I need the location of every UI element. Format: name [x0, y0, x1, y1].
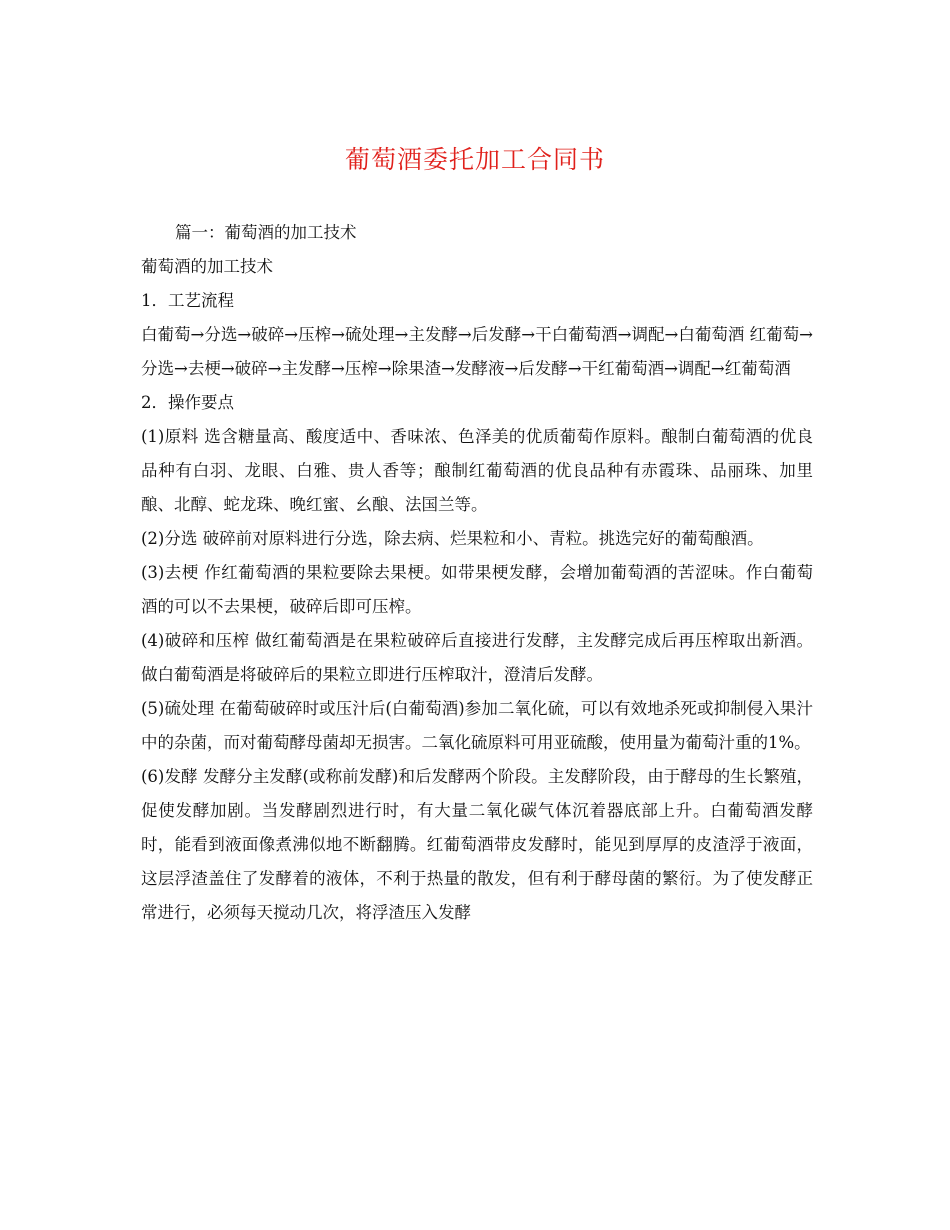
paragraph-destemming: (3)去梗 作红葡萄酒的果粒要除去果梗。如带果梗发酵，会增加葡萄酒的苦涩味。作白葡萄酒的可以不去果梗，破碎后即可压榨。 — [141, 563, 813, 616]
process-flow-paragraph: 白葡萄→分选→破碎→压榨→硫处理→主发酵→后发酵→干白葡萄酒→调配→白葡萄酒 红葡萄→分选→去梗→破碎→主发酵→压榨→除果渣→发酵液→后发酵→干红葡萄酒→调配→红葡萄酒 — [141, 325, 813, 378]
document-title: 葡萄酒委托加工合同书 — [344, 145, 605, 174]
paragraph-sulfur-treatment: (5)硫处理 在葡萄破碎时或压汁后(白葡萄酒)参加二氧化硫，可以有效地杀死或抑制侵入果汁中的杂菌，而对葡萄酵母菌却无损害。二氧化硫原料可用亚硫酸，使用量为葡萄汁重的1%。 — [141, 699, 813, 752]
paragraph-crushing-pressing: (4)破碎和压榨 做红葡萄酒是在果粒破碎后直接进行发酵，主发酵完成后再压榨取出新酒。做白葡萄酒是将破碎后的果粒立即进行压榨取汁，澄清后发酵。 — [141, 631, 813, 684]
step-heading-key-points: 2．操作要点 — [141, 393, 234, 412]
step-heading-process: 1．工艺流程 — [141, 291, 234, 310]
paragraph-fermentation: (6)发酵 发酵分主发酵(或称前发酵)和后发酵两个阶段。主发酵阶段，由于酵母的生长繁殖，促使发酵加剧。当发酵剧烈进行时，有大量二氧化碳气体沉着器底部上升。白葡萄酒发酵时，能看到液面像煮沸似地不断翻腾。红葡萄酒带皮发酵时，能见到厚厚的皮渣浮于液面，这层浮渣盖住了发酵着的液体，不利于热量的散发，但有利于酵母菌的繁衍。为了使发酵正常进行，必须每天搅动几次，将浮渣压入发酵 — [141, 767, 813, 922]
paragraph-sorting: (2)分选 破碎前对原料进行分选，除去病、烂果粒和小、青粒。挑选完好的葡萄酿酒。 — [141, 529, 764, 548]
document-body — [141, 216, 813, 930]
paragraph-raw-material: (1)原料 选含糖量高、酸度适中、香味浓、色泽美的优质葡萄作原料。酿制白葡萄酒的优良品种有白羽、龙眼、白雅、贵人香等；酿制红葡萄酒的优良品种有赤霞珠、品丽珠、加里酿、北醇、蛇龙珠、晚红蜜、幺酿、法国兰等。 — [141, 427, 813, 514]
subsection-title: 葡萄酒的加工技术 — [141, 257, 273, 276]
section-heading: 篇一：葡萄酒的加工技术 — [175, 223, 357, 242]
